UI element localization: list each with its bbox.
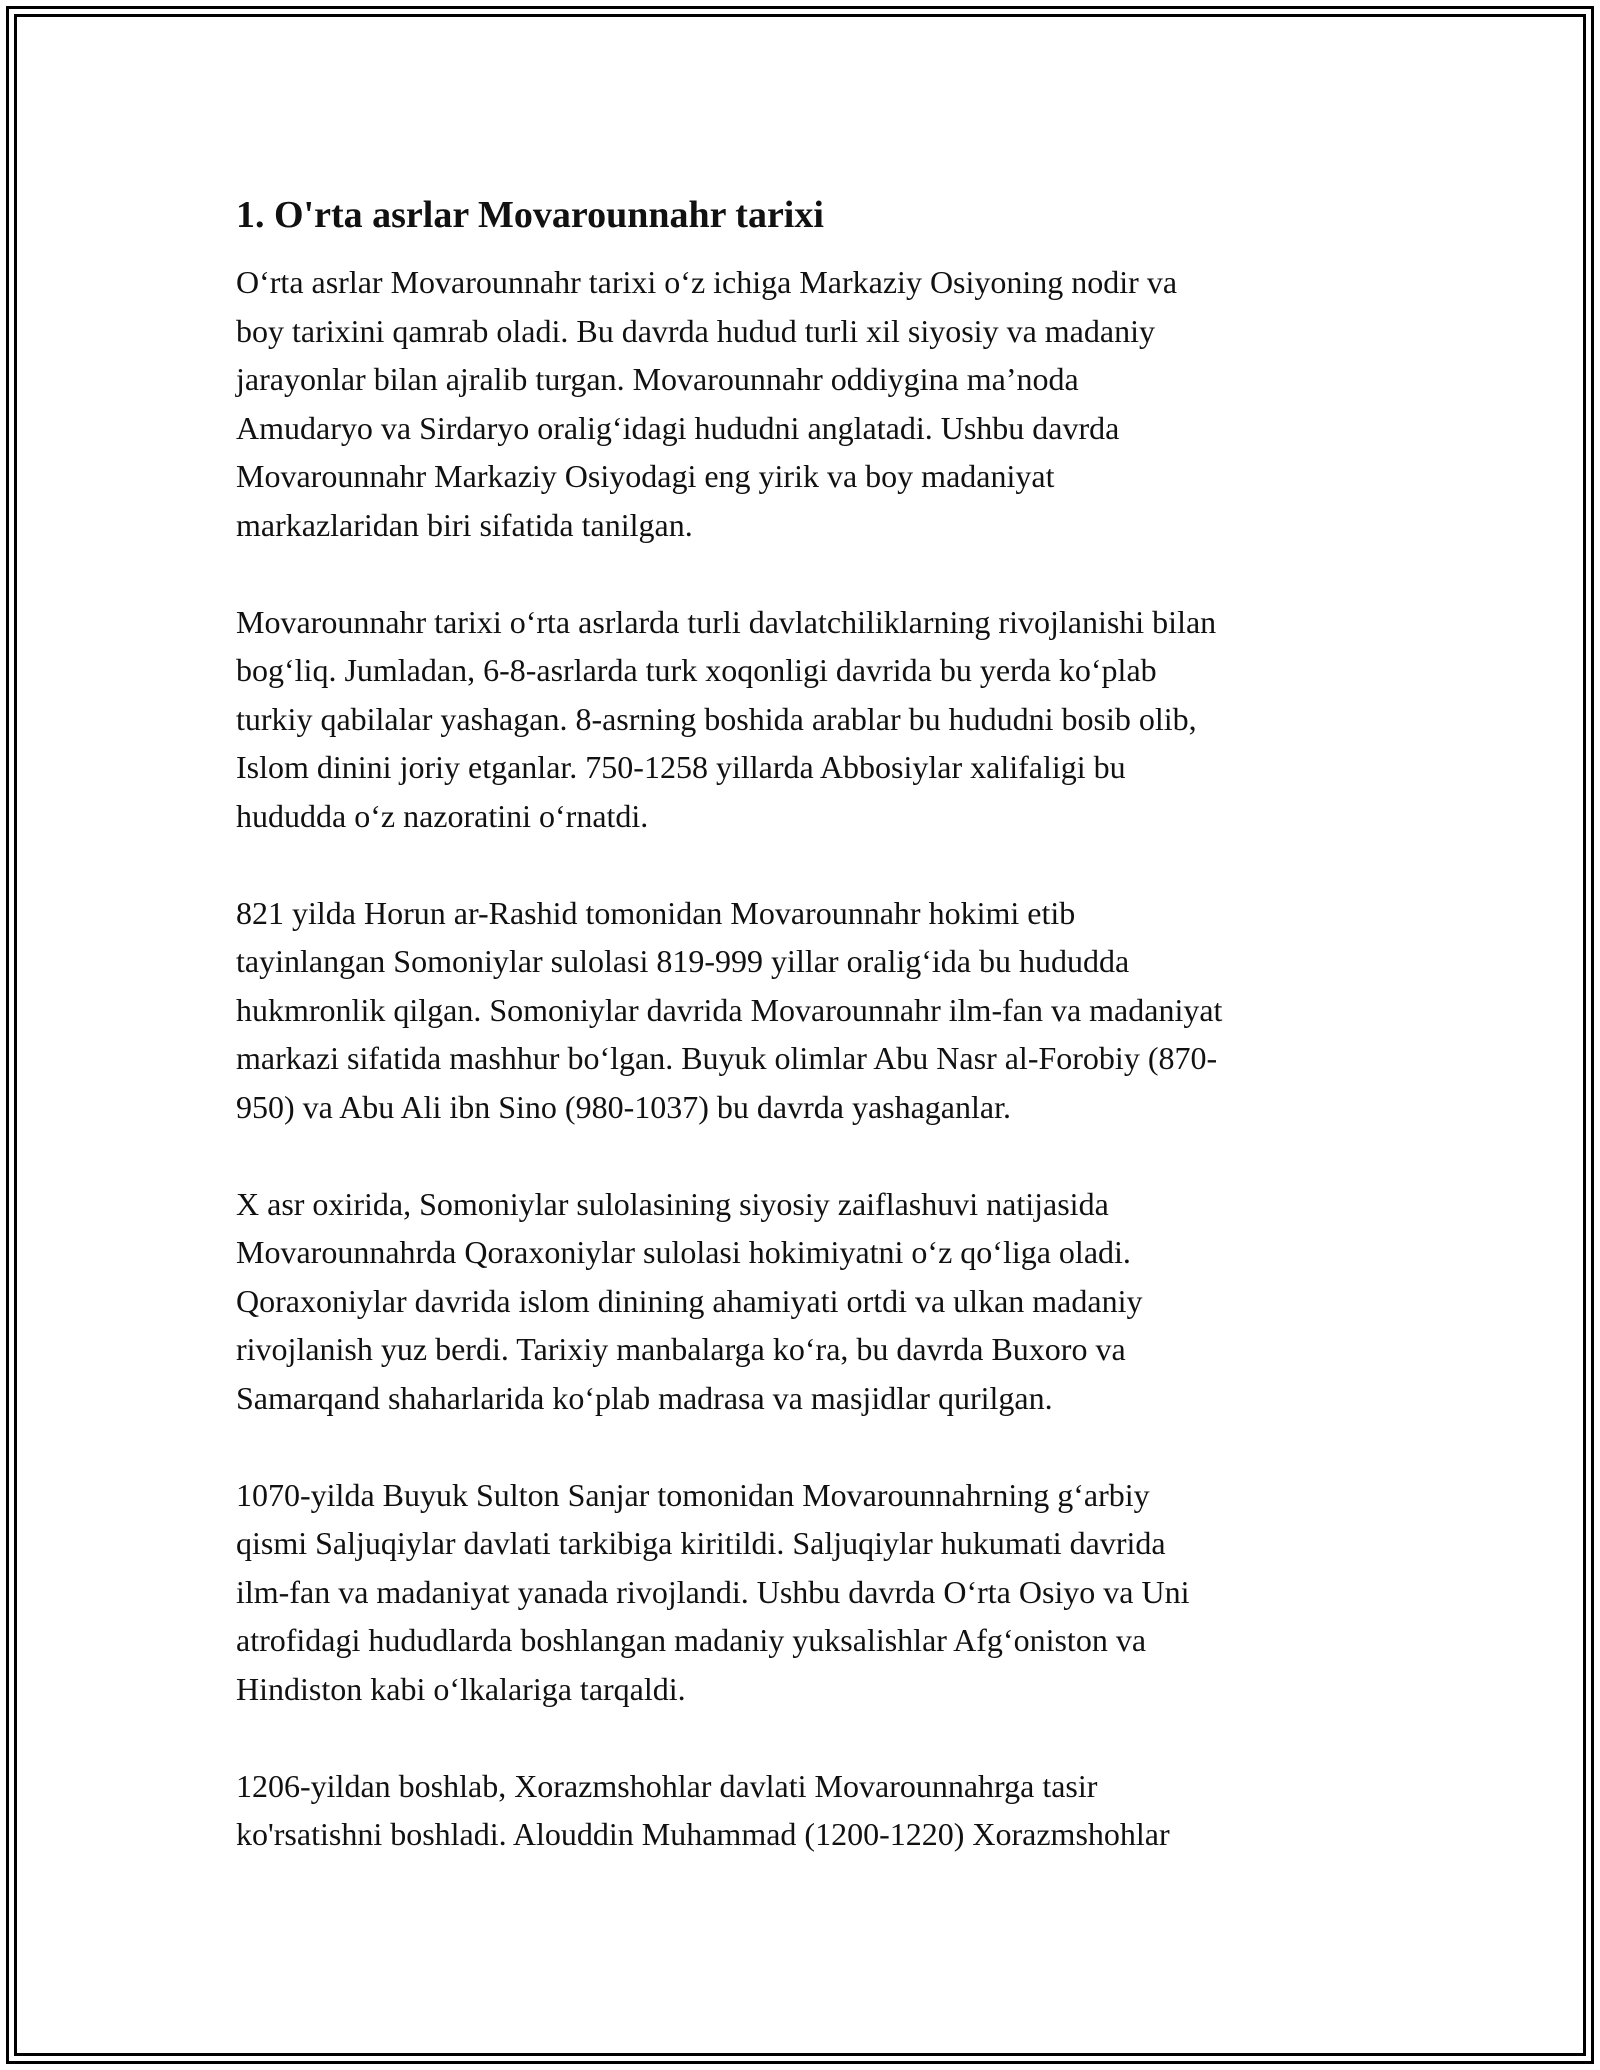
text-line: 1206-yildan boshlab, Xorazmshohlar davlati Movarounnahrga tasir [236, 1767, 1098, 1804]
paragraph-4 [236, 1180, 1376, 1423]
text-line: O‘rta asrlar Movarounnahr tarixi o‘z ichiga Markaziy Osiyoning nodir va [236, 264, 1178, 300]
paragraph-5 [236, 1471, 1376, 1714]
text-line: 950) va Abu Ali ibn Sino (980-1037) bu davrda yashaganlar. [236, 1088, 1011, 1125]
text-line: hududda o‘z nazoratini o‘rnatdi. [236, 797, 649, 834]
paragraph-3 [236, 889, 1376, 1132]
text-line: ko'rsatishni boshladi. Alouddin Muhammad (1200-1220) Xorazmshohlar [236, 1816, 1170, 1852]
text-line: Islom dinini joriy etganlar. 750-1258 yillarda Abbosiylar xalifaligi bu [236, 749, 1126, 785]
text-line: Movarounnahr Markaziy Osiyodagi eng yirik va boy madaniyat [236, 458, 1055, 494]
text-line: hukmronlik qilgan. Somoniylar davrida Movarounnahr ilm-fan va madaniyat [236, 991, 1223, 1028]
text-line: markazlaridan biri sifatida tanilgan. [236, 506, 693, 543]
text-line: Movarounnahrda Qoraxoniylar sulolasi hokimiyatni o‘z qo‘liga oladi. [236, 1234, 1131, 1270]
text-line: 821 yilda Horun ar-Rashid tomonidan Movarounnahr hokimi etib [236, 894, 1076, 931]
paragraph-2 [236, 598, 1376, 841]
text-line: markazi sifatida mashhur bo‘lgan. Buyuk olimlar Abu Nasr al-Forobiy (870- [236, 1040, 1218, 1076]
text-line: Movarounnahr tarixi o‘rta asrlarda turli davlatchiliklarning rivojlanishi bilan [236, 603, 1217, 640]
text-line: ilm-fan va madaniyat yanada rivojlandi. Ushbu davrda O‘rta Osiyo va Uni [236, 1573, 1190, 1610]
text-line: X asr oxirida, Somoniylar sulolasining siyosiy zaiflashuvi natijasida [236, 1185, 1109, 1222]
text-line: Qoraxoniylar davrida islom dinining ahamiyati ortdi va ulkan madaniy [236, 1282, 1143, 1319]
text-line: jarayonlar bilan ajralib turgan. Movarounnahr oddiygina ma’noda [236, 361, 1079, 397]
text-line: Samarqand shaharlarida ko‘plab madrasa va masjidlar qurilgan. [236, 1379, 1053, 1416]
text-line: bog‘liq. Jumladan, 6-8-asrlarda turk xoqonligi davrida bu yerda ko‘plab [236, 652, 1157, 688]
document-title: 1. O'rta asrlar Movarounnahr tarixi [236, 194, 824, 236]
text-line: Hindiston kabi o‘lkalariga tarqaldi. [236, 1670, 686, 1707]
text-line: turkiy qabilalar yashagan. 8-asrning boshida arablar bu hududni bosib olib, [236, 700, 1197, 737]
text-line: boy tarixini qamrab oladi. Bu davrda hudud turli xil siyosiy va madaniy [236, 312, 1155, 349]
text-line: atrofidagi hududlarda boshlangan madaniy yuksalishlar Afg‘oniston va [236, 1622, 1147, 1658]
text-line: rivojlanish yuz berdi. Tarixiy manbalarga ko‘ra, bu davrda Buxoro va [236, 1331, 1126, 1367]
text-line: 1070-yilda Buyuk Sulton Sanjar tomonidan Movarounnahrning g‘arbiy [236, 1476, 1150, 1513]
document-body [236, 186, 1376, 1907]
paragraph-6 [236, 1762, 1376, 1859]
text-line: Amudaryo va Sirdaryo oralig‘idagi hududni anglatadi. Ushbu davrda [236, 409, 1120, 446]
paragraph-1 [236, 258, 1376, 549]
text-line: tayinlangan Somoniylar sulolasi 819-999 yillar oralig‘ida bu hududda [236, 943, 1130, 979]
text-line: qismi Saljuqiylar davlati tarkibiga kiritildi. Saljuqiylar hukumati davrida [236, 1525, 1166, 1561]
